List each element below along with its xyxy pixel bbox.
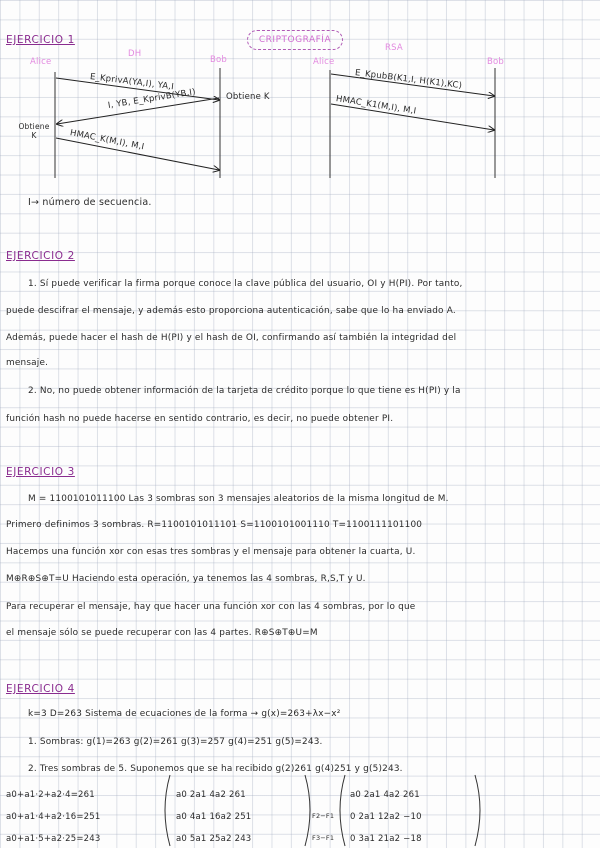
ex4-eq1: a0+a1·2+a2·4=261 bbox=[6, 790, 95, 800]
ex3-line5: Para recuperar el mensaje, hay que hacer una función xor con las 4 sombras, por lo que bbox=[6, 602, 416, 612]
dh-alice-label: Alice bbox=[30, 57, 52, 67]
ex3-line4: M⊕R⊕S⊕T=U Haciendo esta operación, ya tenemos las 4 sombras, R,S,T y U. bbox=[6, 574, 366, 584]
matrix-1-right-bracket bbox=[305, 775, 310, 846]
matrix1-row2: a0 4a1 16a2 251 bbox=[176, 812, 252, 822]
ex2-p1-line1: 1. Sí puede verificar la firma porque conoce la clave pública del usuario, OI y H(PI). Por tanto, bbox=[28, 279, 463, 289]
dh-msg-2: I, YB, E_KprivB(YB,I) bbox=[107, 87, 197, 111]
matrix2-row1: a0 2a1 4a2 261 bbox=[350, 790, 420, 800]
ex3-line2: Primero definimos 3 sombras. R=1100101011101 S=1100101001110 T=1100111101100 bbox=[6, 520, 423, 530]
ex4-line1: k=3 D=263 Sistema de ecuaciones de la forma → g(x)=263+λx−x² bbox=[28, 709, 341, 719]
rsa-msg-2: HMAC_K1(M,I), M,I bbox=[335, 94, 417, 117]
matrix1-row3: a0 5a1 25a2 243 bbox=[176, 834, 252, 844]
ex4-line3: 2. Tres sombras de 5. Suponemos que se ha recibido g(2)261 g(4)251 y g(5)243. bbox=[28, 764, 403, 774]
matrix1-row1: a0 2a1 4a2 261 bbox=[176, 790, 246, 800]
ex2-p1-line3: Además, puede hacer el hash de H(PI) y el hash de OI, confirmando así también la integridad del bbox=[6, 333, 457, 343]
dh-msg-3: HMAC_K(M,I), M,I bbox=[69, 128, 146, 153]
rsa-title: RSA bbox=[385, 43, 403, 53]
ex4-eq3: a0+a1·5+a2·25=243 bbox=[6, 834, 101, 844]
dh-bob-label: Bob bbox=[210, 55, 228, 65]
matrix-2-left-bracket bbox=[340, 775, 345, 846]
ex2-p1-line4: mensaje. bbox=[6, 358, 49, 368]
rsa-msg-1: E_KpubB(K1,I, H(K1),KC) bbox=[354, 68, 463, 92]
ex2-p2-line2: función hash no puede hacerse en sentido contrario, es decir, no puede obtener PI. bbox=[6, 414, 394, 424]
ex1-note: I→ número de secuencia. bbox=[28, 197, 152, 208]
ex3-line1: M = 1100101011100 Las 3 sombras son 3 mensajes aleatorios de la misma longitud de M. bbox=[28, 494, 449, 504]
row-op-2: F3−F1 bbox=[312, 834, 335, 842]
rsa-alice-label: Alice bbox=[313, 57, 335, 67]
dh-msg-1: E_KprivA(YA,I), YA,I bbox=[89, 72, 175, 93]
ex2-p1-line2: puede descifrar el mensaje, y además esto proporciona autenticación, sabe que lo ha enviado A. bbox=[6, 306, 456, 316]
matrix2-row2: 0 2a1 12a2 −10 bbox=[350, 812, 422, 822]
ex3-heading: EJERCICIO 3 bbox=[6, 466, 75, 478]
ex1-heading: EJERCICIO 1 bbox=[6, 34, 75, 46]
matrix-1-left-bracket bbox=[165, 775, 170, 846]
title-badge: CRIPTOGRAFÍA bbox=[247, 30, 343, 50]
ex2-heading: EJERCICIO 2 bbox=[6, 250, 75, 262]
dh-alice-obtains: Obtiene K bbox=[18, 122, 50, 140]
ex3-line6: el mensaje sólo se puede recuperar con las 4 partes. R⊕S⊕T⊕U=M bbox=[6, 628, 318, 638]
ex2-p2-line1: 2. No, no puede obtener información de la tarjeta de crédito porque lo que tiene es H(PI) y la bbox=[28, 386, 461, 396]
ex3-line3: Hacemos una función xor con esas tres sombras y el mensaje para obtener la cuarta, U. bbox=[6, 547, 416, 557]
matrix-2-right-bracket bbox=[475, 775, 480, 846]
ex4-heading: EJERCICIO 4 bbox=[6, 683, 75, 695]
dh-title: DH bbox=[128, 49, 142, 59]
matrix2-row3: 0 3a1 21a2 −18 bbox=[350, 834, 422, 844]
row-op-1: F2−F1 bbox=[312, 812, 335, 820]
dh-bob-obtains: Obtiene K bbox=[226, 92, 270, 102]
ex4-eq2: a0+a1·4+a2·16=251 bbox=[6, 812, 101, 822]
rsa-bob-label: Bob bbox=[487, 57, 505, 67]
ex4-line2: 1. Sombras: g(1)=263 g(2)=261 g(3)=257 g(4)=251 g(5)=243. bbox=[28, 737, 323, 747]
